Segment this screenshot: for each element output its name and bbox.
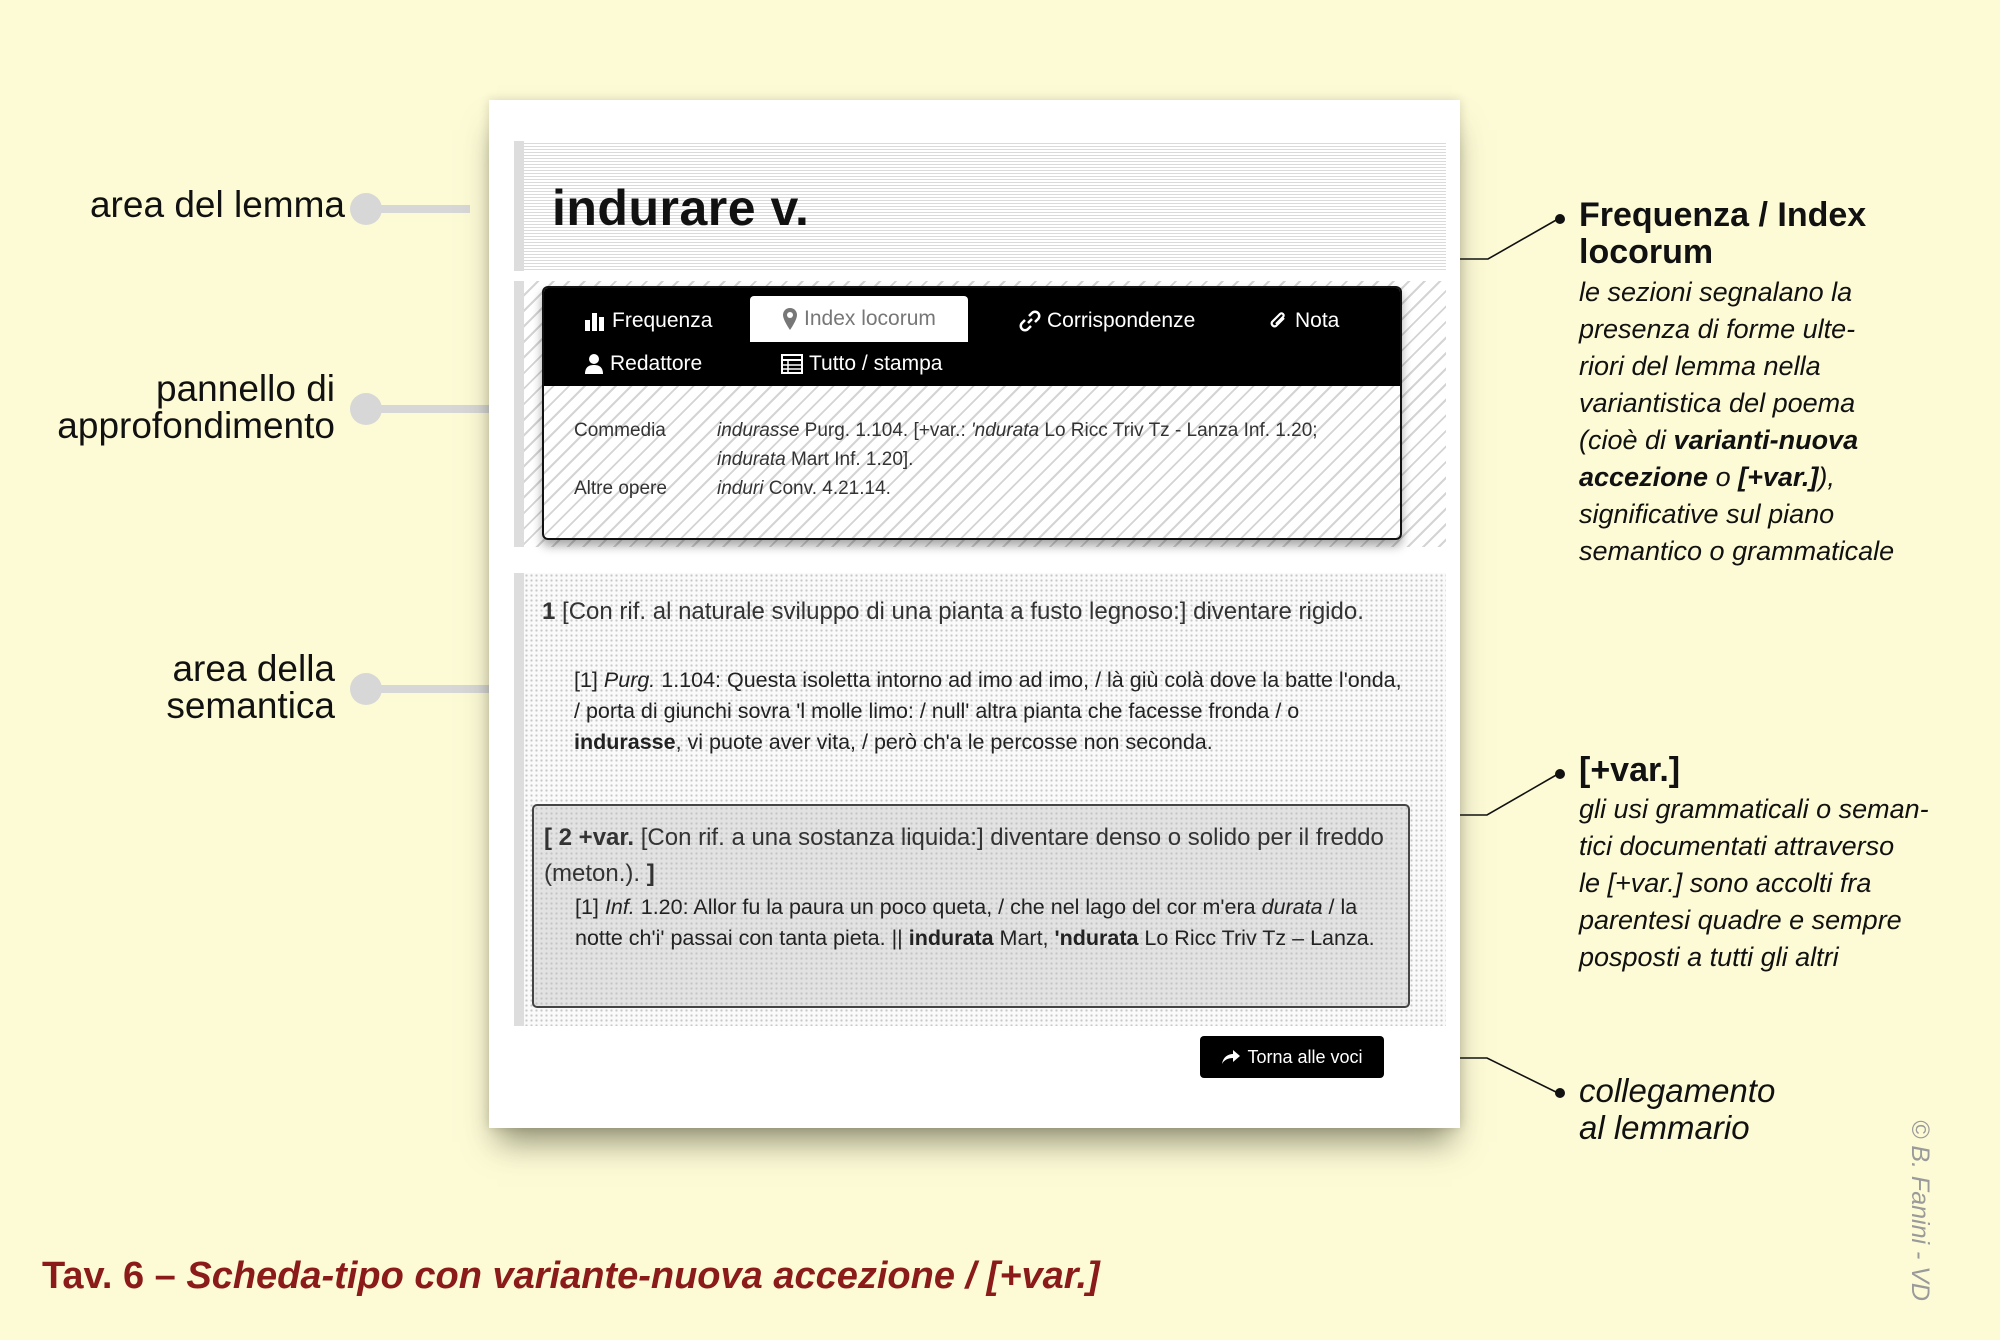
tab-frequenza[interactable] xyxy=(584,298,712,344)
tab-label: Tutto / stampa xyxy=(809,352,943,375)
tab-bar xyxy=(544,288,1400,386)
detail-panel-area xyxy=(514,281,1446,547)
lemma-area xyxy=(514,141,1446,271)
map-pin-icon xyxy=(782,307,798,331)
list-icon xyxy=(781,354,803,374)
lemma-title: indurare v. xyxy=(552,180,810,236)
tab-label: Redattore xyxy=(610,352,703,375)
sense-2-quotation: [1] Inf. 1.20: Allor fu la paura un poco queta, / che nel lago del cor m'era durata / la notte ch'i' passai con tanta pieta. || indurata Mart, 'ndurata Lo Ricc Triv Tz – Lanza. xyxy=(575,895,1375,950)
tab-corrispondenze[interactable] xyxy=(1019,298,1195,344)
note-var-title: [+var.] xyxy=(1579,751,1681,789)
tab-nota[interactable] xyxy=(1267,298,1339,344)
tab-label: Nota xyxy=(1295,309,1340,332)
note-var-body: gli usi grammaticali o seman- tici documentati attraverso le [+var.] sono accolti fra parentesi quadre e sempre posposti a tutti gli altri xyxy=(1579,794,1929,972)
share-arrow-icon xyxy=(1221,1049,1241,1065)
back-to-entries-button[interactable]: Torna alle voci xyxy=(1200,1036,1384,1078)
note-frequenza-title: Frequenza / Index locorum xyxy=(1579,196,1867,271)
user-icon xyxy=(584,353,604,375)
panel-content xyxy=(574,416,1367,503)
tab-label: Index locorum xyxy=(804,307,936,330)
panel-row-altre-opere: Altre opere induri Conv. 4.21.14. xyxy=(574,478,891,499)
bar-chart-icon xyxy=(584,311,606,331)
lemma-card xyxy=(489,100,1460,1128)
callout-bar xyxy=(366,205,470,213)
tab-redattore[interactable] xyxy=(584,344,702,384)
note-frequenza-body: le sezioni segnalano la presenza di forme ulte- riori del lemma nella variantistica del poema (cioè di varianti-nuova accezione o [+var.]), significative sul piano semantico o grammaticale xyxy=(1579,277,1895,566)
note-link-body: collegamento al lemmario xyxy=(1579,1072,1776,1146)
sense-2-definition: [ 2 +var. [Con rif. a una sostanza liquida:] diventare denso o solido per il freddo (meton.). ] xyxy=(544,824,1384,887)
figure-caption: Tav. 6 – Scheda-tipo con variante-nuova accezione / [+var.] xyxy=(42,1255,1100,1297)
tab-index-locorum[interactable] xyxy=(750,296,968,342)
tab-label: Corrispondenze xyxy=(1047,309,1196,332)
link-icon xyxy=(1019,310,1041,332)
semantic-area xyxy=(514,573,1446,1026)
panel-row-commedia: Commedia indurasse Purg. 1.104. [+var.: 'ndurata Lo Ricc Triv Tz - Lanza Inf. 1.20; indurata Mart Inf. 1.20]. xyxy=(574,420,1318,470)
copyright-note: © B. Fanini - VD xyxy=(1906,1120,1934,1301)
tab-label: Frequenza xyxy=(612,309,713,332)
detail-panel xyxy=(542,286,1402,540)
paperclip-icon xyxy=(1267,310,1289,332)
sense-1-definition: 1 [Con rif. al naturale sviluppo di una pianta a fusto legnoso:] diventare rigido. xyxy=(542,598,1364,625)
callout-semantic-area: area della semantica xyxy=(166,648,335,726)
sense-1-quotation: [1] Purg. 1.104: Questa isoletta intorno ad imo ad imo, / là giù colà dove la batte l'onda, / porta di giunchi sovra 'l molle limo: / null' altra pianta che facesse fronda / o indurasse, vi puote aver vita, / però ch'a le percosse non seconda. xyxy=(574,668,1402,754)
callout-panel-area: pannello di approfondimento xyxy=(57,368,335,446)
sense-2-variant-box xyxy=(532,804,1410,1008)
tab-tutto-stampa[interactable] xyxy=(781,344,942,384)
callout-lemma-area: area del lemma xyxy=(89,184,345,225)
